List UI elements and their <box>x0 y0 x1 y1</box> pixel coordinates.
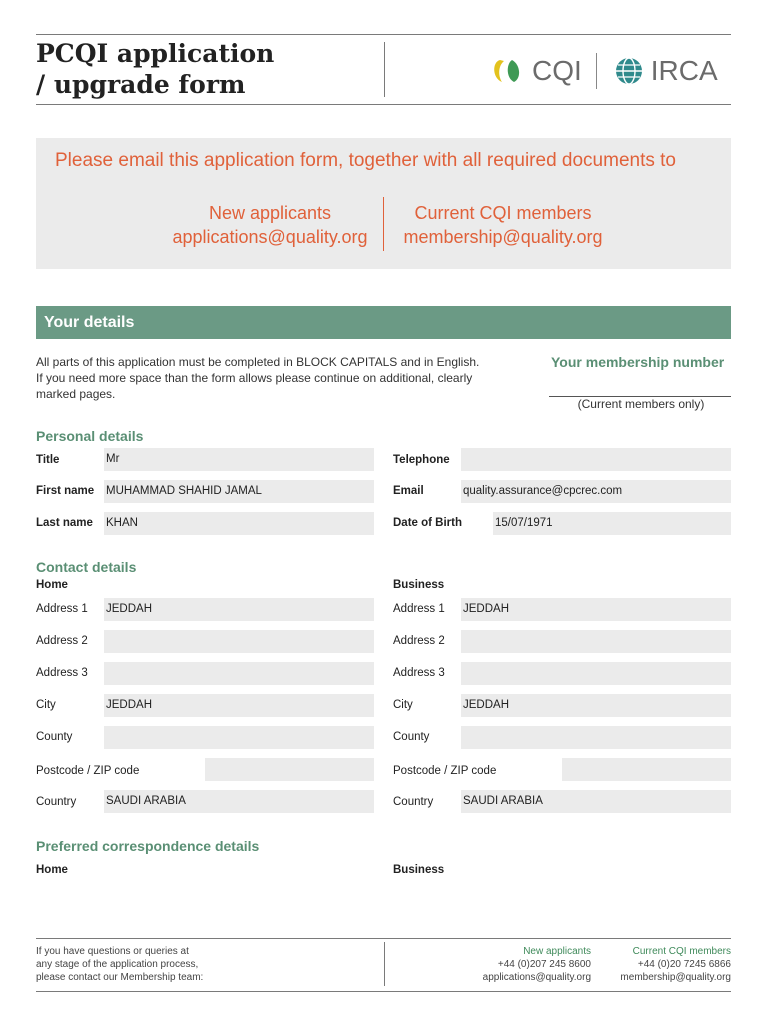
business-county-label: County <box>393 731 430 743</box>
footer-current-members <box>600 945 731 984</box>
home-address2-label: Address 2 <box>36 635 88 647</box>
current-members-contact <box>384 201 622 249</box>
business-heading: Business <box>393 579 445 591</box>
business-country-label: Country <box>393 796 434 808</box>
logo-divider <box>596 53 597 89</box>
page-title: PCQI application / upgrade form <box>36 39 275 99</box>
cqi-irca-logo <box>490 50 718 92</box>
footer-bottom-rule <box>36 991 731 992</box>
new-applicants-label: New applicants <box>208 203 332 223</box>
business-address3-field[interactable] <box>461 662 731 685</box>
business-address3-label: Address 3 <box>393 667 445 679</box>
telephone-label: Telephone <box>393 454 450 466</box>
footer-divider <box>384 942 385 986</box>
banner-heading: Please email this application form, together with all required documents to <box>55 150 676 171</box>
current-members-label: Current CQI members <box>414 203 592 223</box>
cqi-logo-text: CQI <box>532 55 582 86</box>
footer-help-text: If you have questions or queries at any stage of the application process, please contact our Membership team: <box>36 946 204 983</box>
your-details-header: Your details <box>36 306 731 339</box>
membership-note: (Current members only) <box>577 397 705 411</box>
last-name-field[interactable]: KHAN <box>104 512 374 535</box>
footer-new-phone: +44 (0)207 245 8600 <box>497 959 591 970</box>
home-address3-label: Address 3 <box>36 667 88 679</box>
home-address1-field[interactable]: JEDDAH <box>104 598 374 621</box>
cqi-leaf-icon <box>490 56 532 86</box>
preferred-home-option[interactable]: Home <box>36 864 68 876</box>
business-country-field[interactable]: SAUDI ARABIA <box>461 790 731 813</box>
preferred-correspondence-heading: Preferred correspondence details <box>36 838 260 854</box>
telephone-field[interactable] <box>461 448 731 471</box>
membership-number-field[interactable] <box>549 374 731 397</box>
business-postcode-field[interactable] <box>562 758 731 781</box>
personal-details-heading: Personal details <box>36 428 144 444</box>
first-name-field[interactable]: MUHAMMAD SHAHID JAMAL <box>104 480 374 503</box>
footer-current-label: Current CQI members <box>632 946 731 957</box>
home-city-field[interactable]: JEDDAH <box>104 694 374 717</box>
preferred-business-option[interactable]: Business <box>393 864 445 876</box>
business-county-field[interactable] <box>461 726 731 749</box>
footer-top-rule <box>36 938 731 939</box>
contact-details-heading: Contact details <box>36 559 137 575</box>
title-field[interactable]: Mr <box>104 448 374 471</box>
new-applicants-email[interactable]: applications@quality.org <box>172 227 368 247</box>
last-name-label: Last name <box>36 517 93 529</box>
header-top-rule <box>36 34 731 35</box>
footer-current-phone: +44 (0)20 7245 6866 <box>637 959 731 970</box>
email-label: Email <box>393 485 424 497</box>
header-bottom-rule <box>36 104 731 105</box>
business-city-field[interactable]: JEDDAH <box>461 694 731 717</box>
business-address2-field[interactable] <box>461 630 731 653</box>
first-name-label: First name <box>36 485 95 497</box>
home-county-field[interactable] <box>104 726 374 749</box>
footer-new-applicants <box>450 945 591 984</box>
dob-label: Date of Birth <box>393 517 462 529</box>
home-address3-field[interactable] <box>104 662 374 685</box>
business-address1-label: Address 1 <box>393 603 445 615</box>
globe-icon <box>611 56 647 86</box>
home-address1-label: Address 1 <box>36 603 88 615</box>
intro-text: All parts of this application must be completed in BLOCK CAPITALS and in English. If you need more space than the form allows please continue on additional, clearly marked pages. <box>36 355 480 401</box>
home-county-label: County <box>36 731 73 743</box>
business-address2-label: Address 2 <box>393 635 445 647</box>
home-country-label: Country <box>36 796 77 808</box>
business-city-label: City <box>393 699 413 711</box>
footer-current-email[interactable]: membership@quality.org <box>620 972 731 983</box>
business-postcode-label: Postcode / ZIP code <box>393 765 497 777</box>
home-city-label: City <box>36 699 56 711</box>
home-postcode-label: Postcode / ZIP code <box>36 765 140 777</box>
new-applicants-contact <box>150 201 390 249</box>
footer-new-label: New applicants <box>523 946 591 957</box>
irca-logo-text: IRCA <box>650 55 718 86</box>
membership-number-label: Your membership number <box>551 354 725 370</box>
home-postcode-field[interactable] <box>205 758 374 781</box>
email-field[interactable]: quality.assurance@cpcrec.com <box>461 480 731 503</box>
current-members-email[interactable]: membership@quality.org <box>403 227 603 247</box>
header-divider <box>384 42 385 97</box>
title-label: Title <box>36 454 60 466</box>
business-address1-field[interactable]: JEDDAH <box>461 598 731 621</box>
footer-new-email[interactable]: applications@quality.org <box>482 972 591 983</box>
home-country-field[interactable]: SAUDI ARABIA <box>104 790 374 813</box>
dob-field[interactable]: 15/07/1971 <box>493 512 731 535</box>
home-address2-field[interactable] <box>104 630 374 653</box>
home-heading: Home <box>36 579 68 591</box>
